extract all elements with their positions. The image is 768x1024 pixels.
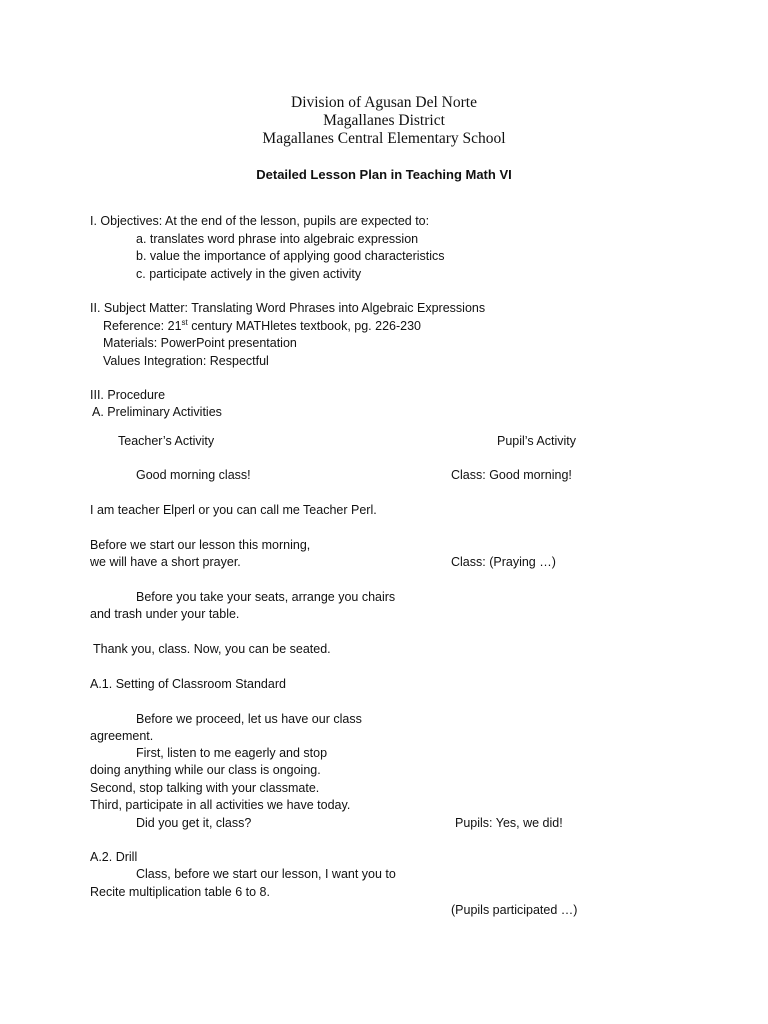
district-heading: Magallanes District xyxy=(323,112,445,129)
teacher-line: Recite multiplication table 6 to 8. xyxy=(90,885,270,899)
drill-heading: A.2. Drill xyxy=(90,850,138,864)
reference-superscript: st xyxy=(181,317,188,327)
pupil-line: (Pupils participated …) xyxy=(451,903,578,917)
values-line: Values Integration: Respectful xyxy=(103,354,269,368)
teacher-line: Thank you, class. Now, you can be seated. xyxy=(93,642,331,656)
teacher-line: Did you get it, class? xyxy=(136,816,252,830)
objectives-heading: I. Objectives: At the end of the lesson, pupils are expected to: xyxy=(90,214,430,228)
objective-item: a. translates word phrase into algebraic expression xyxy=(136,232,419,246)
teacher-line: Class, before we start our lesson, I want you to xyxy=(136,867,396,881)
reference-line xyxy=(103,318,421,334)
division-heading: Division of Agusan Del Norte xyxy=(291,94,477,111)
teacher-line: Third, participate in all activities we have today. xyxy=(90,798,351,812)
teacher-activity-column-header: Teacher’s Activity xyxy=(118,434,215,448)
teacher-line: Before we start our lesson this morning, xyxy=(90,538,311,552)
lesson-plan-title: Detailed Lesson Plan in Teaching Math VI xyxy=(256,167,512,182)
teacher-line: Before we proceed, let us have our class xyxy=(136,712,362,726)
classroom-standard-heading: A.1. Setting of Classroom Standard xyxy=(90,677,286,691)
teacher-line: and trash under your table. xyxy=(90,607,240,621)
procedure-heading: III. Procedure xyxy=(90,388,166,402)
pupil-activity-column-header: Pupil’s Activity xyxy=(497,434,576,448)
reference-prefix: Reference: 21 xyxy=(103,319,182,333)
teacher-line: doing anything while our class is ongoing. xyxy=(90,763,321,777)
teacher-line: I am teacher Elperl or you can call me Teacher Perl. xyxy=(90,503,377,517)
teacher-line: we will have a short prayer. xyxy=(90,555,241,569)
teacher-line: agreement. xyxy=(90,729,154,743)
pupil-line: Class: Good morning! xyxy=(451,468,572,482)
objective-item: c. participate actively in the given activity xyxy=(136,267,362,281)
reference-suffix: century MATHletes textbook, pg. 226-230 xyxy=(187,319,421,333)
teacher-line: Before you take your seats, arrange you chairs xyxy=(136,590,396,604)
teacher-line: Good morning class! xyxy=(136,468,251,482)
preliminary-activities-heading: A. Preliminary Activities xyxy=(92,405,222,419)
subject-matter-heading: II. Subject Matter: Translating Word Phrases into Algebraic Expressions xyxy=(90,301,486,315)
teacher-line: First, listen to me eagerly and stop xyxy=(136,746,328,760)
pupil-line: Class: (Praying …) xyxy=(451,555,556,569)
pupil-line: Pupils: Yes, we did! xyxy=(455,816,563,830)
materials-line: Materials: PowerPoint presentation xyxy=(103,336,297,350)
school-heading: Magallanes Central Elementary School xyxy=(262,130,506,147)
objective-item: b. value the importance of applying good characteristics xyxy=(136,249,445,263)
teacher-line: Second, stop talking with your classmate. xyxy=(90,781,320,795)
